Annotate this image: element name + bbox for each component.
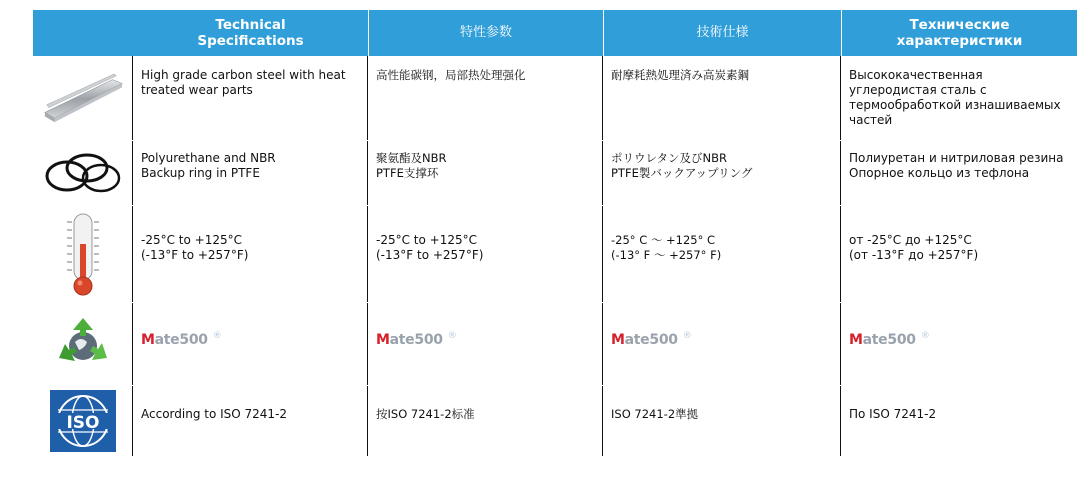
row-icon-cell — [33, 56, 133, 140]
steel-beam-icon — [41, 71, 124, 125]
text-line: ISO 7241-2準拠 — [611, 407, 699, 421]
mate500-logo: Mate500 ® — [849, 331, 930, 348]
text-line: -25° C ～ +125° C — [611, 233, 716, 247]
spec-japanese — [603, 141, 841, 205]
text-line: Полиуретан и нитриловая резина — [849, 151, 1064, 165]
spec-chinese — [368, 206, 603, 302]
spec-japanese — [603, 303, 841, 385]
text-line: термообработкой изнашиваемых — [849, 98, 1061, 112]
spec-chinese — [368, 386, 603, 456]
text-line: (-13°F to +257°F) — [376, 248, 484, 262]
text-line: углеродистая сталь с — [849, 83, 987, 97]
text-line: treated wear parts — [141, 83, 253, 97]
text-line: от -25°C до +125°C — [849, 233, 972, 247]
header-english-line1: Technical — [215, 17, 286, 33]
row-icon-cell — [33, 386, 133, 456]
header-japanese: 技術仕様 — [603, 10, 841, 56]
text-line: (-13° F ～ +257° F) — [611, 248, 722, 262]
text-line: -25°C to +125°C — [376, 233, 477, 247]
text-line: Backup ring in PTFE — [141, 166, 260, 180]
spec-russian — [841, 386, 1077, 456]
mate500-logo: Mate500 ® — [376, 331, 457, 348]
header-icon-column — [33, 10, 133, 56]
text-line: Высококачественная — [849, 68, 983, 82]
recycle-globe-icon — [53, 314, 113, 374]
mate500-logo: Mate500 ® — [141, 331, 222, 348]
spec-chinese — [368, 56, 603, 140]
text-line: 聚氨酯及NBR — [376, 151, 447, 165]
spec-chinese — [368, 141, 603, 205]
spec-japanese — [603, 206, 841, 302]
text-line: 高性能碳钢，局部热处理强化 — [376, 68, 526, 82]
spec-english — [133, 141, 368, 205]
text-line: По ISO 7241-2 — [849, 407, 937, 421]
o-rings-icon — [43, 148, 123, 198]
text-line: PTFE製バックアップリング — [611, 166, 753, 180]
table-row — [33, 206, 1077, 303]
table-header — [33, 10, 1077, 56]
spec-english — [133, 206, 368, 302]
spec-english — [133, 56, 368, 140]
text-line: Polyurethane and NBR — [141, 151, 276, 165]
spec-english — [133, 386, 368, 456]
iso-logo-icon — [50, 390, 116, 452]
text-line: (от -13°F до +257°F) — [849, 248, 979, 262]
text-line: (-13°F to +257°F) — [141, 248, 249, 262]
spec-russian — [841, 56, 1077, 140]
text-line: 耐摩耗熱処理済み高炭素鋼 — [611, 68, 749, 82]
text-line: High grade carbon steel with heat — [141, 68, 346, 82]
header-russian — [841, 10, 1077, 56]
spec-table — [33, 10, 1077, 457]
text-line: -25°C to +125°C — [141, 233, 242, 247]
spec-russian — [841, 206, 1077, 302]
table-row — [33, 141, 1077, 206]
row-icon-cell — [33, 303, 133, 385]
header-russian-line2: характеристики — [896, 33, 1023, 49]
text-line: частей — [849, 113, 893, 127]
table-row — [33, 303, 1077, 386]
header-english — [133, 10, 368, 56]
text-line: PTFE支撑环 — [376, 166, 439, 180]
header-russian-line1: Технические — [909, 17, 1010, 33]
spec-english — [133, 303, 368, 385]
svg-text:ISO: ISO — [65, 413, 100, 433]
text-line: According to ISO 7241-2 — [141, 407, 288, 421]
header-english-line2: Specifications — [197, 33, 304, 49]
header-chinese: 特性参数 — [368, 10, 603, 56]
text-line: ポリウレタン及びNBR — [611, 151, 728, 165]
thermometer-icon — [63, 210, 103, 298]
spec-chinese — [368, 303, 603, 385]
spec-japanese — [603, 386, 841, 456]
spec-japanese — [603, 56, 841, 140]
spec-russian — [841, 141, 1077, 205]
text-line: Опорное кольцо из тефлона — [849, 166, 1030, 180]
text-line: 按ISO 7241-2标准 — [376, 407, 475, 421]
row-icon-cell — [33, 141, 133, 205]
mate500-logo: Mate500 ® — [611, 331, 692, 348]
table-row — [33, 386, 1077, 457]
row-icon-cell — [33, 206, 133, 302]
spec-russian — [841, 303, 1077, 385]
table-row — [33, 56, 1077, 141]
